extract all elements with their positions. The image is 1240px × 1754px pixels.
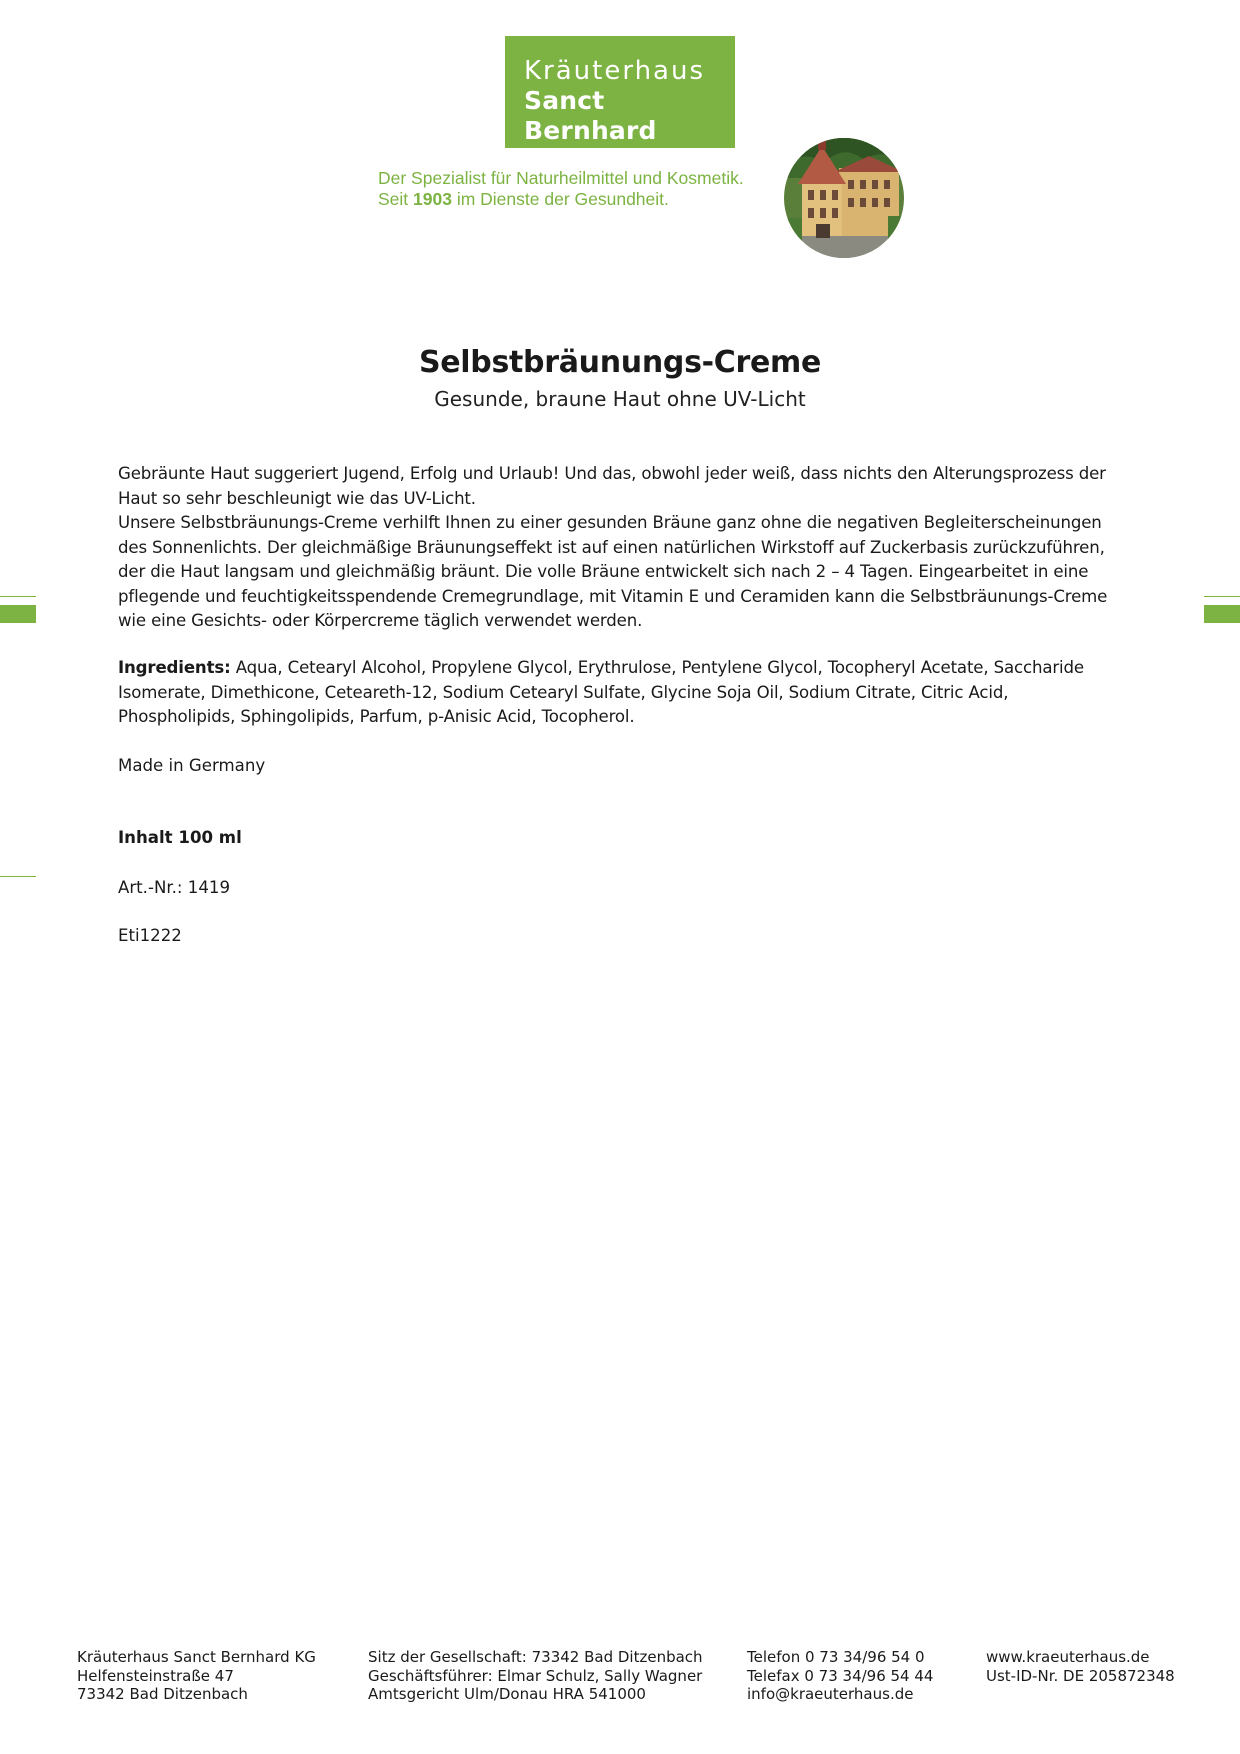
footer-managers: Geschäftsführer: Elmar Schulz, Sally Wagner xyxy=(368,1666,703,1685)
footer-legal xyxy=(368,1648,703,1704)
logo-line-1: Kräuterhaus xyxy=(524,56,706,86)
building-photo xyxy=(784,138,904,258)
ingredients-list: Aqua, Cetearyl Alcohol, Propylene Glycol, Erythrulose, Pentylene Glycol, Tocopheryl Acetate, Saccharide Isomerate, Dimethicone, Ceteareth-12, Sodium Cetearyl Sulfate, Glycine Soja Oil, Sodium Citrate, Citric Acid, Phospholipids, Sphingolipids, Parfum, p-Anisic Acid, Tocopherol. xyxy=(118,658,1084,726)
product-title: Selbstbräunungs-Creme xyxy=(418,345,822,380)
footer-company xyxy=(77,1648,316,1704)
fold-mark-right-line xyxy=(1204,596,1240,597)
footer-street: Helfensteinstraße 47 xyxy=(77,1666,234,1685)
content-volume: Inhalt 100 ml xyxy=(118,828,242,847)
tagline-suffix: im Dienste der Gesundheit. xyxy=(451,189,669,209)
footer-vat-id: Ust-ID-Nr. DE 205872348 xyxy=(986,1666,1175,1685)
footer-phone: Telefon 0 73 34/96 54 0 xyxy=(747,1648,925,1666)
ingredients-block xyxy=(118,656,1123,730)
footer-company-name: Kräuterhaus Sanct Bernhard KG xyxy=(77,1648,316,1666)
tagline-prefix: Seit xyxy=(378,189,414,209)
logo-line-2: Sanct Bernhard xyxy=(524,86,657,145)
footer-seat: Sitz der Gesellschaft: 73342 Bad Ditzenbach xyxy=(368,1648,703,1666)
fold-mark-left-line xyxy=(0,596,36,597)
description-paragraph-1: Gebräunte Haut suggeriert Jugend, Erfolg und Urlaub! Und das, obwohl jeder weiß, dass nichts den Alterungsprozess der Haut so sehr beschleunigt wie das UV-Licht. xyxy=(118,464,1106,508)
product-subtitle: Gesunde, braune Haut ohne UV-Licht xyxy=(434,387,806,411)
footer-contact xyxy=(747,1648,933,1704)
brand-logo xyxy=(505,36,735,148)
footer-court: Amtsgericht Ulm/Donau HRA 541000 xyxy=(368,1685,646,1703)
tagline-line-1: Der Spezialist für Naturheilmittel und Kosmetik. xyxy=(378,168,744,188)
tagline-year: 1903 xyxy=(413,189,452,209)
punch-mark-left xyxy=(0,876,36,877)
footer-fax: Telefax 0 73 34/96 54 44 xyxy=(747,1666,934,1685)
article-number: Art.-Nr.: 1419 xyxy=(118,878,231,897)
footer-email[interactable]: info@kraeuterhaus.de xyxy=(747,1685,914,1703)
fold-mark-right xyxy=(1204,605,1240,623)
description-paragraph-2: Unsere Selbstbräunungs-Creme verhilft Ihnen zu einer gesunden Bräune ganz ohne die negativen Begleiterscheinungen des Sonnenlichts. Der gleichmäßige Bräunungseffekt ist auf einen natürlichen Wirkstoff auf Zuckerbasis zurückzuführen, der die Haut langsam und gleichmäßig bräunt. Die volle Bräune entwickelt sich nach 2 – 4 Tagen. Eingearbeitet in eine pflegende und feuchtigkeitsspendende Cremegrundlage, mit Vitamin E und Ceramiden kann die Selbstbräunungs-Creme wie eine Gesichts- oder Körpercreme täglich verwendet werden. xyxy=(118,513,1108,630)
ingredients-label: Ingredients: xyxy=(118,658,231,677)
footer-website[interactable]: www.kraeuterhaus.de xyxy=(986,1648,1150,1666)
tagline-line-2 xyxy=(378,189,744,210)
footer-web xyxy=(986,1648,1175,1685)
product-description xyxy=(118,462,1118,634)
fold-mark-left xyxy=(0,605,36,623)
footer-city: 73342 Bad Ditzenbach xyxy=(77,1685,248,1703)
made-in: Made in Germany xyxy=(118,756,266,775)
label-code: Eti1222 xyxy=(118,926,182,945)
brand-tagline xyxy=(378,168,744,210)
